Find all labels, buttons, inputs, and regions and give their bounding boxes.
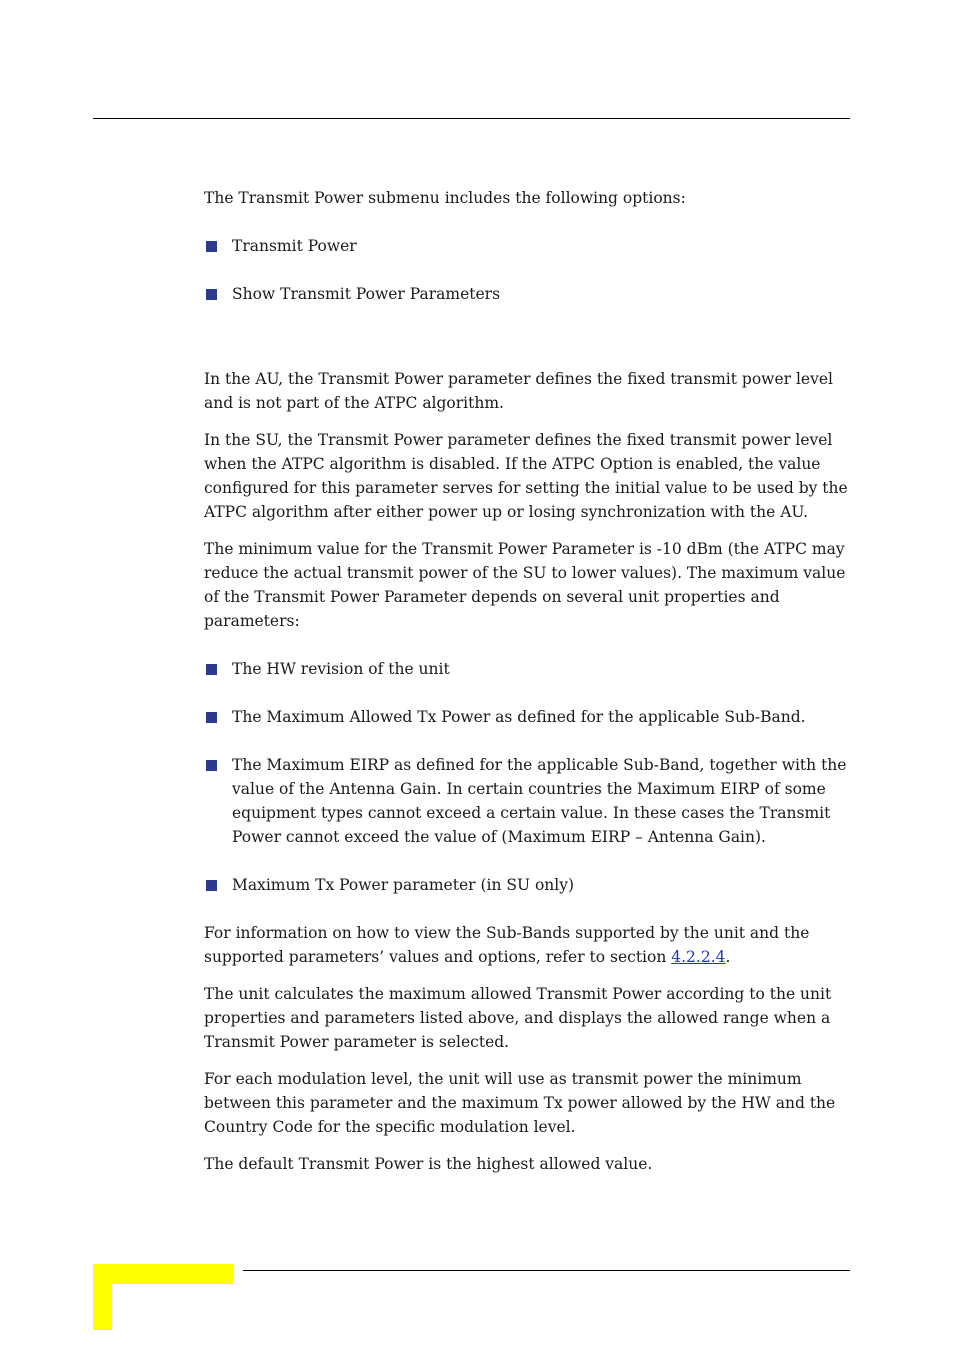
paragraph-default: The default Transmit Power is the highest allowed value. xyxy=(204,1155,653,1173)
paragraph-calculation: The unit calculates the maximum allowed Transmit Power according to the unit properties and parameters listed above, and displays the allowed range when a Transmit Power parameter is selected. xyxy=(204,985,832,1051)
square-bullet-icon xyxy=(206,289,217,300)
square-bullet-icon xyxy=(206,664,217,675)
footer-corner-mark xyxy=(93,1264,112,1330)
paragraph-au: In the AU, the Transmit Power parameter defines the fixed transmit power level and is not part of the ATPC algorithm. xyxy=(204,370,833,412)
reference-paragraph: For information on how to view the Sub-Bands supported by the unit and the supported parameters’ values and options, refer to section 4.2.2.4. xyxy=(204,924,810,966)
list-item: Maximum Tx Power parameter (in SU only) xyxy=(204,873,850,897)
square-bullet-icon xyxy=(206,880,217,891)
section-link[interactable]: 4.2.2.4 xyxy=(671,948,726,966)
square-bullet-icon xyxy=(206,241,217,252)
header-rule xyxy=(93,118,850,119)
list-item: Transmit Power xyxy=(204,234,850,258)
footer-rule xyxy=(243,1270,850,1271)
footer-corner-mark xyxy=(93,1264,233,1284)
list-item: Show Transmit Power Parameters xyxy=(204,282,850,306)
list-item: The Maximum EIRP as defined for the applicable Sub-Band, together with the value of the Antenna Gain. In certain countries the Maximum EIRP of some equipment types cannot exceed a certain value. In these cases the Transmit Power cannot exceed the value of (Maximum EIRP – Antenna Gain). xyxy=(204,753,850,849)
list-item: The Maximum Allowed Tx Power as defined for the applicable Sub-Band. xyxy=(204,705,850,729)
paragraph-range: The minimum value for the Transmit Power Parameter is -10 dBm (the ATPC may reduce the actual transmit power of the SU to lower values). The maximum value of the Transmit Power Parameter depends on several unit properties and parameters: xyxy=(204,540,846,630)
square-bullet-icon xyxy=(206,760,217,771)
paragraph-su: In the SU, the Transmit Power parameter defines the fixed transmit power level when the ATPC algorithm is disabled. If the ATPC Option is enabled, the value configured for this parameter serves for setting the initial value to be used by the ATPC algorithm after either power up or losing synchronization with the AU. xyxy=(204,431,848,521)
list-item: The HW revision of the unit xyxy=(204,657,850,681)
paragraph-modulation: For each modulation level, the unit will use as transmit power the minimum between this parameter and the maximum Tx power allowed by the HW and the Country Code for the specific modulation level. xyxy=(204,1070,836,1136)
square-bullet-icon xyxy=(206,712,217,723)
intro-paragraph: The Transmit Power submenu includes the following options: xyxy=(204,189,686,207)
